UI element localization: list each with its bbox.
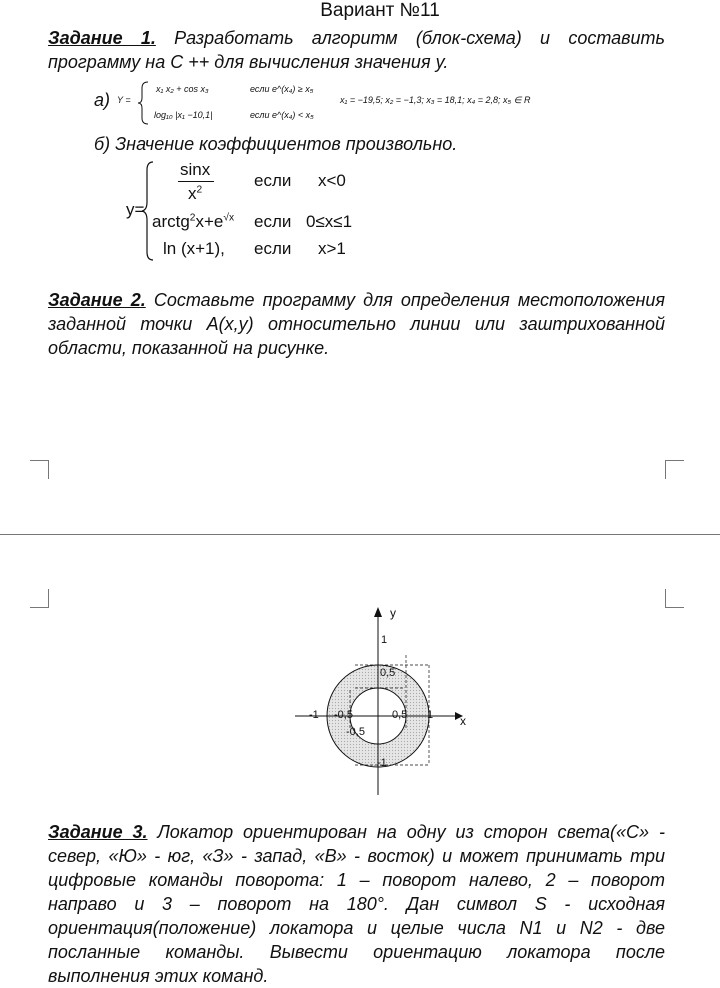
y-axis-arrow bbox=[374, 607, 382, 617]
axis-y-label: y bbox=[390, 606, 396, 620]
part-a-y-eq: Y = bbox=[117, 95, 131, 105]
part-a-case1-cond: если e^(x₄) ≥ x₅ bbox=[250, 84, 314, 94]
page-corner-bottom-right bbox=[665, 589, 684, 608]
page-corner-bottom-left bbox=[30, 589, 49, 608]
annulus-figure bbox=[295, 605, 480, 795]
part-b-row1-num: sinx bbox=[180, 160, 211, 179]
axis-x-label: x bbox=[460, 714, 466, 728]
part-b-row3-cond: x>1 bbox=[318, 239, 346, 258]
tick-y-minus-1: -1 bbox=[377, 757, 387, 769]
part-b-row3-if: если bbox=[254, 239, 292, 258]
tick-x-minus-1: -1 bbox=[309, 709, 319, 721]
task2-text: Составьте программу для определения местоположения заданной точки A(x,y) относительно линии или заштрихованной области, показанной на рисунке. bbox=[48, 290, 665, 358]
part-b-row3-expr: ln (x+1), bbox=[163, 239, 225, 258]
task2-tag: Задание 2. bbox=[48, 290, 146, 310]
task3-text: Локатор ориентирован на одну из сторон света(«С» - север, «Ю» - юг, «З» - запад, «В» - восток) и может принимать три цифровые команды поворота: 1 – поворот налево, 2 – поворот направо и 3 – поворот на 180°. Дан символ S - исходная ориентация(положение) локатора и целые числа N1 и N2 - две посланные команды. Вывести ориентацию локатора после выполнения этих команд. bbox=[48, 822, 665, 986]
part-b-row2-cond: 0≤x≤1 bbox=[306, 212, 353, 231]
tick-y-0-5: 0,5 bbox=[380, 667, 396, 679]
part-a-params: x₁ = −19,5; x₂ = −1,3; x₃ = 18,1; x₄ = 2,8; x₅ ∈ R bbox=[340, 95, 531, 105]
task1-tag: Задание 1. bbox=[48, 28, 156, 48]
part-a-case2-cond: если e^(x₄) < x₅ bbox=[250, 110, 314, 120]
part-a-label: а) bbox=[94, 90, 111, 110]
part-b-row1-den: $x^2$ bbox=[188, 184, 203, 203]
part-b-brace bbox=[141, 160, 155, 262]
part-a-brace bbox=[137, 80, 151, 126]
task1-text: Разработать алгоритм (блок-схема) и составить программу на С ++ для вычисления значения у. bbox=[48, 28, 666, 72]
tick-y-1: 1 bbox=[381, 634, 388, 646]
page-corner-top-left bbox=[30, 460, 49, 479]
task1-paragraph bbox=[48, 26, 665, 74]
part-a-case2-expr: log₁₀ |x₁ −10,1| bbox=[154, 110, 213, 120]
part-b-row1-if: если bbox=[254, 171, 292, 190]
tick-x-1: 1 bbox=[427, 709, 434, 721]
task3-paragraph bbox=[48, 820, 665, 988]
part-a-case1-expr: x₁ x₂ + cos x₃ bbox=[156, 84, 209, 94]
tick-x-0-5: 0,5 bbox=[392, 709, 408, 721]
part-b-row2-expr: $arctg^2x+e^{√x}$ bbox=[152, 212, 235, 231]
part-b-label: б) Значение коэффициентов произвольно. bbox=[94, 134, 458, 154]
task2-paragraph bbox=[48, 288, 665, 360]
task3-tag: Задание 3. bbox=[48, 822, 148, 842]
fraction-line bbox=[178, 181, 214, 182]
page-break-line bbox=[0, 534, 720, 535]
page-corner-top-right bbox=[665, 460, 684, 479]
tick-y-minus-0-5: -0,5 bbox=[346, 726, 365, 738]
part-b-row1-cond: x<0 bbox=[318, 171, 346, 190]
part-b-row2-if: если bbox=[254, 212, 292, 231]
variant-title: Вариант №11 bbox=[320, 0, 440, 21]
part-b-y-eq: y= bbox=[126, 200, 145, 219]
tick-x-minus-0-5: -0,5 bbox=[334, 709, 353, 721]
